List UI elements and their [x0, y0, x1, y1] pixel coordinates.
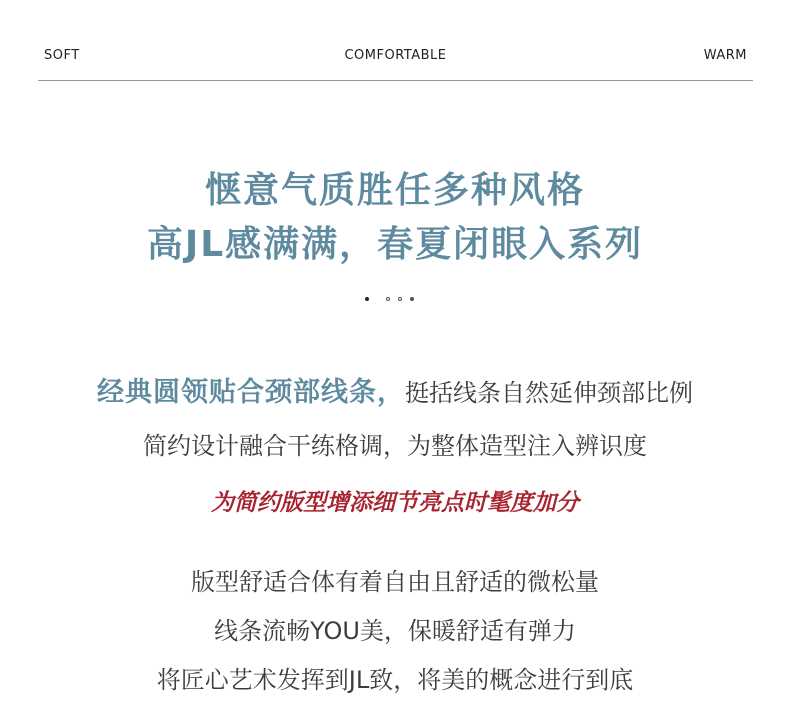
- dot-icon: [410, 297, 414, 301]
- headline-line-2: 高JL感满满，春夏闭眼入系列: [146, 224, 644, 265]
- top-tagline-bar: [38, 46, 753, 66]
- dot-icon: [365, 297, 369, 301]
- highlight-line: 为简约版型增添细节亮点时髦度加分: [211, 490, 579, 516]
- intro-rest-text: 挺括线条自然延伸颈部比例: [405, 379, 693, 407]
- divider-line: [38, 80, 753, 81]
- body-line-fit: 版型舒适合体有着自由且舒适的微松量: [191, 568, 599, 596]
- headline-line-1: 惬意气质胜任多种风格: [204, 170, 585, 211]
- dot-icon: [398, 297, 402, 301]
- tagline-soft: SOFT: [44, 48, 80, 63]
- tagline-warm: WARM: [703, 48, 747, 63]
- body-line-craft: 将匠心艺术发挥到JL致，将美的概念进行到底: [156, 666, 634, 694]
- intro-accent-text: 经典圆领贴合颈部线条，: [97, 377, 405, 408]
- body-line-design: 简约设计融合干练格调，为整体造型注入辨识度: [143, 432, 647, 460]
- dot-icon: [386, 297, 390, 301]
- intro-line: [0, 370, 790, 409]
- tagline-comfortable: COMFORTABLE: [344, 48, 447, 63]
- body-line-silhouette: 线条流畅YOU美，保暖舒适有弹力: [214, 617, 576, 645]
- decorative-dots: [0, 297, 790, 305]
